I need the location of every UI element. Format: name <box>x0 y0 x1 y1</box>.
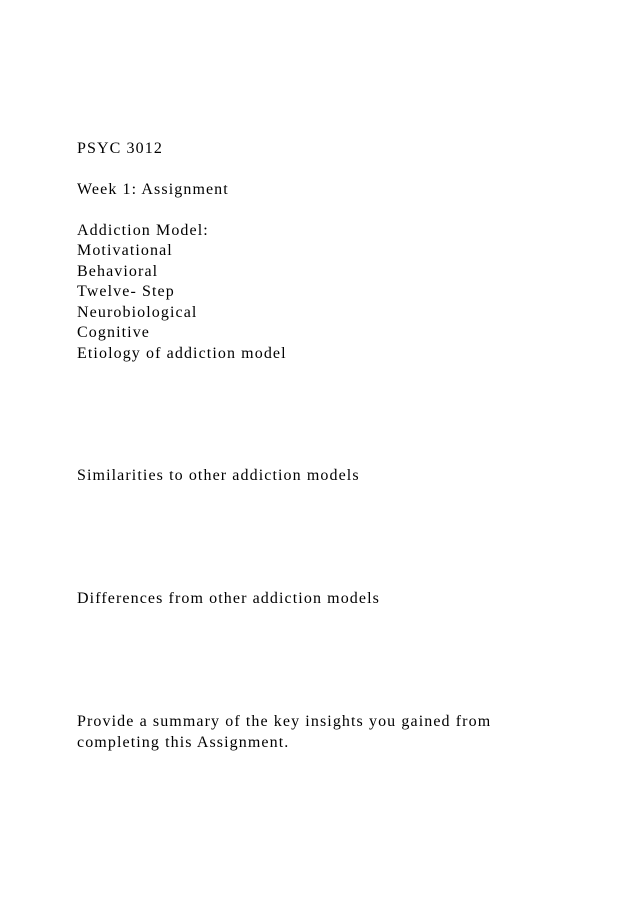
model-item-neurobiological: Neurobiological <box>77 304 198 321</box>
similarities-label: Similarities to other addiction models <box>77 467 360 484</box>
summary-prompt-line-1: Provide a summary of the key insights you gained from <box>77 713 492 730</box>
etiology-label: Etiology of addiction model <box>77 345 287 362</box>
model-item-behavioral: Behavioral <box>77 263 159 280</box>
model-item-twelve-step: Twelve- Step <box>77 283 175 300</box>
summary-prompt-line-2: completing this Assignment. <box>77 734 290 751</box>
assignment-title: Week 1: Assignment <box>77 181 229 198</box>
model-heading: Addiction Model: <box>77 222 209 239</box>
model-item-cognitive: Cognitive <box>77 324 151 341</box>
model-item-motivational: Motivational <box>77 242 173 259</box>
course-code: PSYC 3012 <box>77 140 163 157</box>
differences-label: Differences from other addiction models <box>77 590 380 607</box>
